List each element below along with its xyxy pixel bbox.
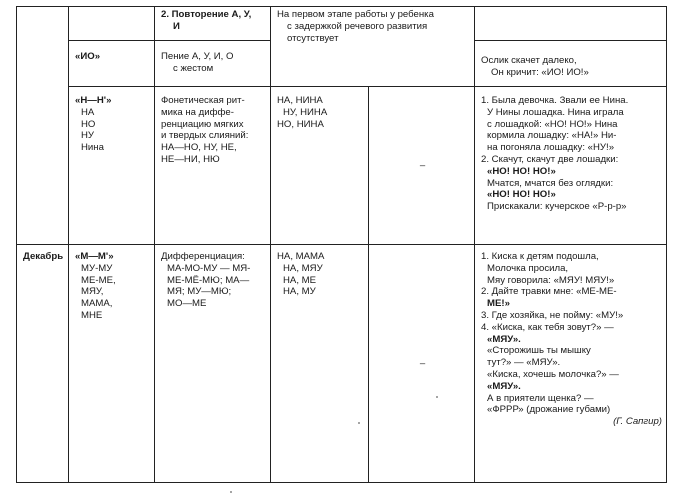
speech-lesson-table bbox=[16, 6, 667, 483]
dash-cell bbox=[369, 245, 475, 483]
note-cell bbox=[271, 7, 475, 87]
month-cell bbox=[17, 245, 69, 483]
poem-cell bbox=[475, 87, 667, 245]
cell-line: МА-МО-МУ — МЯ- bbox=[167, 262, 251, 274]
cell-line: МЯ; МУ—МЮ; bbox=[167, 286, 232, 298]
sound-cell bbox=[69, 7, 155, 41]
cell-line: НА—НО, НУ, НЕ, bbox=[161, 142, 237, 154]
cell-line: На первом этапе работы у ребенка bbox=[277, 9, 434, 20]
cell-line: НУ, НИНА bbox=[283, 106, 328, 118]
table-row bbox=[17, 7, 667, 41]
exercise-cell bbox=[155, 7, 271, 41]
cell-line: «Киска, хочешь молочка?» — bbox=[487, 368, 619, 380]
cell-line: Мчатся, мчатся без оглядки: bbox=[487, 177, 614, 189]
dash-cell bbox=[369, 87, 475, 245]
cell-line: Пение А, У, И, О bbox=[161, 51, 234, 62]
table-row bbox=[17, 245, 667, 483]
sound-cell bbox=[69, 41, 155, 87]
cell-line: отсутствует bbox=[287, 32, 339, 44]
cell-line: МУ-МУ bbox=[81, 262, 113, 274]
cell-line: «Н—Н'» bbox=[75, 95, 112, 106]
month-label: Декабрь bbox=[23, 251, 64, 262]
cell-line: НА, МАМА bbox=[277, 251, 325, 262]
cell-line: НО, НИНА bbox=[277, 118, 324, 130]
exercise-cell bbox=[155, 245, 271, 483]
cell-line: Ослик скачет далеко, bbox=[481, 55, 577, 66]
sound-cell bbox=[69, 245, 155, 483]
cell-line: Фонетическая рит- bbox=[161, 95, 245, 106]
exercise-cell bbox=[155, 87, 271, 245]
cell-line: кормила лошадку: «НА!» Ни- bbox=[487, 130, 617, 142]
month-cell-empty bbox=[17, 7, 69, 245]
cell-line: НУ bbox=[81, 130, 95, 142]
cell-line: 2. Повторение А, У, bbox=[161, 9, 252, 20]
cell-line: «НО! НО! НО!» bbox=[487, 165, 556, 177]
cell-line: НА, МЕ bbox=[283, 274, 317, 286]
cell-line: Дифференциация: bbox=[161, 251, 245, 262]
scan-speck bbox=[436, 396, 438, 398]
cell-line: МНЕ bbox=[81, 309, 103, 321]
cell-line: ренциацию мягких bbox=[161, 118, 244, 130]
cell-line: НЕ—НИ, НЮ bbox=[161, 153, 220, 165]
cell-line: мика на диффе- bbox=[161, 106, 234, 118]
cell-line: «ИО» bbox=[75, 51, 101, 62]
poem-author: (Г. Сапгир) bbox=[613, 416, 663, 428]
cell-line: на погоняла лошадку: «НУ!» bbox=[487, 142, 615, 154]
scan-speck bbox=[230, 491, 232, 493]
cell-line: «М—М'» bbox=[75, 251, 114, 262]
cell-line: 1. Была девочка. Звали ее Нина. bbox=[481, 95, 629, 106]
dash-mark: – bbox=[419, 357, 426, 369]
syllable-cell bbox=[271, 87, 369, 245]
cell-line: тут?» — «МЯУ». bbox=[487, 357, 561, 369]
cell-line: НО bbox=[81, 118, 96, 130]
cell-line: с лошадкой: «НО! НО!» Нина bbox=[487, 118, 618, 130]
cell-line: МЯУ, bbox=[81, 286, 104, 298]
cell-line: МО—МЕ bbox=[167, 298, 207, 310]
cell-line: МАМА, bbox=[81, 298, 113, 310]
exercise-cell bbox=[155, 41, 271, 87]
cell-line: 3. Где хозяйка, не пойму: «МУ!» bbox=[481, 309, 624, 321]
cell-line: МЕ!» bbox=[487, 298, 510, 310]
cell-line: «МЯУ». bbox=[487, 333, 521, 345]
poem-cell bbox=[475, 7, 667, 41]
syllable-cell bbox=[271, 245, 369, 483]
cell-line: 4. «Киска, как тебя зовут?» — bbox=[481, 321, 614, 333]
cell-line: У Нины лошадка. Нина играла bbox=[487, 106, 624, 118]
cell-line: НА bbox=[81, 106, 95, 118]
cell-line: «Сторожишь ты мышку bbox=[487, 345, 591, 357]
cell-line: Молочка просила, bbox=[487, 262, 569, 274]
cell-line: И bbox=[173, 20, 180, 32]
cell-line: Нина bbox=[81, 142, 104, 154]
cell-line: МЕ-МЁ-МЮ; МА— bbox=[167, 274, 250, 286]
cell-line: НА, МЯУ bbox=[283, 262, 323, 274]
cell-line: МЕ-МЕ, bbox=[81, 274, 116, 286]
cell-line: «МЯУ». bbox=[487, 380, 521, 392]
cell-line: 1. Киска к детям подошла, bbox=[481, 251, 599, 262]
cell-line: НА, МУ bbox=[283, 286, 316, 298]
table-row bbox=[17, 87, 667, 245]
poem-cell bbox=[475, 41, 667, 87]
cell-line: 2. Дайте травки мне: «МЕ-МЕ- bbox=[481, 286, 617, 298]
cell-line: 2. Скачут, скачут две лошадки: bbox=[481, 153, 619, 165]
cell-line: и твердых слияний: bbox=[161, 130, 249, 142]
cell-line: А в приятели щенка? — bbox=[487, 392, 594, 404]
cell-line: НА, НИНА bbox=[277, 95, 323, 106]
cell-line: Мяу говорила: «МЯУ! МЯУ!» bbox=[487, 274, 615, 286]
scan-speck bbox=[358, 422, 360, 424]
cell-line: Он кричит: «ИО! ИО!» bbox=[491, 66, 589, 78]
cell-line: с задержкой речевого развития bbox=[287, 20, 428, 32]
sound-cell bbox=[69, 87, 155, 245]
cell-line: «НО! НО! НО!» bbox=[487, 189, 556, 201]
dash-mark: – bbox=[419, 159, 426, 171]
cell-line: «ФРРР» (дрожание губами) bbox=[487, 404, 611, 416]
poem-cell bbox=[475, 245, 667, 483]
cell-line: с жестом bbox=[173, 62, 214, 74]
cell-line: Прискакали: кучерское «Р-р-р» bbox=[487, 201, 627, 213]
